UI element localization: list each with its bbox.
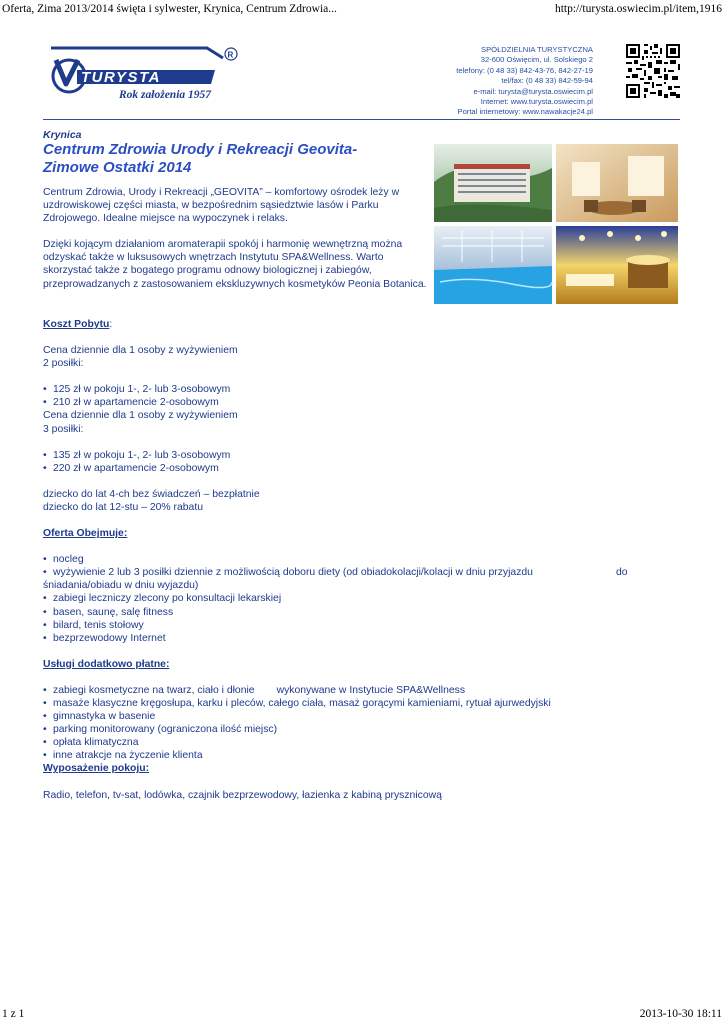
- child-discount-2: dziecko do lat 12-stu – 20% rabatu: [43, 501, 203, 513]
- company-portal[interactable]: Portal internetowy: www.nawakacje24.pl: [457, 107, 593, 117]
- logo-brand: TURYSTA: [81, 69, 161, 86]
- includes-list: [43, 553, 643, 645]
- list-item: • gimnastyka w basenie: [43, 710, 643, 723]
- company-address: 32-600 Oświęcim, ul. Solskiego 2: [480, 55, 593, 65]
- cost-option3-line2: 3 posiłki:: [43, 423, 84, 435]
- company-fax: tel/fax: (0 48 33) 842-59-94: [501, 76, 593, 86]
- cost-option3-list: [43, 449, 643, 475]
- qr-code: [626, 44, 680, 98]
- cost-option2-line2: 2 posiłki:: [43, 358, 84, 370]
- page-number: 1 z 1: [2, 1008, 25, 1020]
- offer-location: Krynica: [43, 129, 82, 141]
- list-item-continuation: śniadania/obiadu w dniu wyjazdu): [43, 580, 199, 592]
- list-item: • inne atrakcje na życzenie klienta: [43, 749, 643, 762]
- page-title: Oferta, Zima 2013/2014 święta i sylwester, Krynica, Centrum Zdrowia...: [2, 3, 337, 15]
- room-equipment: Radio, telefon, tv-sat, lodówka, czajnik bezprzewodowy, łazienka z kabiną prysznicową: [43, 789, 442, 801]
- hotel-exterior-photo: [434, 144, 552, 222]
- list-item: • nocleg: [43, 553, 643, 566]
- page-url[interactable]: http://turysta.oswiecim.pl/item,1916: [554, 3, 722, 15]
- company-contact: [456, 45, 593, 118]
- offer-details: Koszt Pobytu: Cena dziennie dla 1 osoby z wyżywieniem 2 posiłki: • 125 zł w pokoju 1-, 2- lub 3-osobowym • 210 zł w apartamencie 2-osobowym Cena dziennie dla 1 osoby z wyżywieniem 3 posiłki: • 135 zł w pokoju 1-, 2- lub 3-osobowym • 220 zł w apartamencie 2-osobowym dziecko do lat 4-ch bez świadczeń – bezpłatnie dziecko do lat 12-stu – 20% rabatu Oferta Obejmuje: • nocleg • wyżywienie 2 lub 3 posiłki dziennie z możliwością doboru diety (od obiadokolacji/kolacji w dniu przyjazdu do śniadania/obiadu w dniu wyjazdu) • zabiegi leczniczy zlecony po konsultacji lekarskiej • basen, saunę, salę fitness • bilard, tenis stołowy • bezprzewodowy Internet Usługi dodatkowo płatne: • zabiegi kosmetyczne na twarz, ciało i dłonie wykonywane w Instytucie SPA&Wellness • masaże klasyczne kręgosłupa, karku i pleców, całego ciała, masaż gorącymi kamieniami, rytuał ajurwedyjski • gimnastyka w basenie • parking monitorowany (ograniczona ilość miejsc) • opłata klimatyczna • inne atrakcje na życzenie klienta Wyposażenie pokoju: Radio, telefon, tv-sat, lodówka, czajnik bezprzewodowy, łazienka z kabiną prysznicową: [43, 318, 643, 802]
- lobby-photo: [556, 144, 678, 222]
- company-name: SPÓŁDZIELNIA TURYSTYCZNA: [481, 45, 593, 54]
- resort-photos: [432, 142, 680, 306]
- cost-option3-line1: Cena dziennie dla 1 osoby z wyżywieniem: [43, 410, 238, 422]
- list-item: • 125 zł w pokoju 1-, 2- lub 3-osobowym: [43, 383, 643, 396]
- list-item: • 210 zł w apartamencie 2-osobowym: [43, 396, 643, 409]
- company-email[interactable]: e-mail: turysta@turysta.oswiecim.pl: [473, 86, 593, 96]
- spa-photo: [556, 226, 678, 304]
- header-divider: [43, 119, 680, 120]
- logo-tagline: Rok założenia 1957: [119, 89, 212, 100]
- list-item: • 135 zł w pokoju 1-, 2- lub 3-osobowym: [43, 449, 643, 462]
- list-item: • zabiegi leczniczy zlecony po konsultacji lekarskiej: [43, 592, 643, 605]
- list-item: • opłata klimatyczna: [43, 736, 643, 749]
- list-item: • basen, saunę, salę fitness: [43, 606, 643, 619]
- svg-text:R: R: [227, 50, 234, 60]
- company-internet[interactable]: Internet: www.turysta.oswiecim.pl: [480, 97, 593, 107]
- extras-heading: Usługi dodatkowo płatne:: [43, 658, 170, 670]
- extras-list: [43, 684, 643, 763]
- child-discount-1: dziecko do lat 4-ch bez świadczeń – bezpłatnie: [43, 488, 260, 500]
- cost-heading: Koszt Pobytu: [43, 319, 110, 330]
- company-phones: telefony: (0 48 33) 842-43-76, 842-27-19: [456, 65, 593, 75]
- print-timestamp: 2013-10-30 18:11: [639, 1008, 722, 1020]
- includes-heading: Oferta Obejmuje:: [43, 528, 128, 540]
- cost-option2-list: [43, 383, 643, 409]
- list-item: • zabiegi kosmetyczne na twarz, ciało i dłonie wykonywane w Instytucie SPA&Wellness: [43, 684, 643, 697]
- turysta-logo: [47, 44, 245, 100]
- offer-intro: Centrum Zdrowia, Urody i Rekreacji „GEOVITA” – komfortowy ośrodek leży w uzdrowiskowej części miasta, w bezpośrednim sąsiedztwie lasów i Parku Zdrojowego. Idealne miejsce na wypoczynek i relaks.: [43, 187, 400, 225]
- list-item: • bilard, tenis stołowy: [43, 619, 643, 632]
- offer-description: Dzięki kojącym działaniom aromaterapii spokój i harmonię wewnętrzną można odzyskać także w luksusowych wnętrzach Instytutu SPA&Wellness. Warto skorzystać także z bogatego programu odnowy biologicznej i zabiegów, przeprowadzanych z zastosowaniem ekskluzywnych kosmetyków Peonia Botanica.: [43, 239, 427, 290]
- list-item: • wyżywienie 2 lub 3 posiłki dziennie z możliwością doboru diety (od obiadokolacji/kolacji w dniu przyjazdu do: [43, 566, 643, 579]
- room-heading: Wyposażenie pokoju:: [43, 763, 150, 775]
- list-item: • parking monitorowany (ograniczona ilość miejsc): [43, 723, 643, 736]
- list-item: • masaże klasyczne kręgosłupa, karku i pleców, całego ciała, masaż gorącymi kamieniami, rytuał ajurwedyjski: [43, 697, 643, 710]
- pool-photo: [434, 226, 552, 304]
- list-item: • bezprzewodowy Internet: [43, 632, 643, 645]
- list-item: • 220 zł w apartamencie 2-osobowym: [43, 462, 643, 475]
- offer-title: Centrum Zdrowia Urody i Rekreacji Geovita- Zimowe Ostatki 2014: [43, 141, 358, 176]
- offer-intro-block: [43, 186, 428, 291]
- cost-option2-line1: Cena dziennie dla 1 osoby z wyżywieniem: [43, 345, 238, 357]
